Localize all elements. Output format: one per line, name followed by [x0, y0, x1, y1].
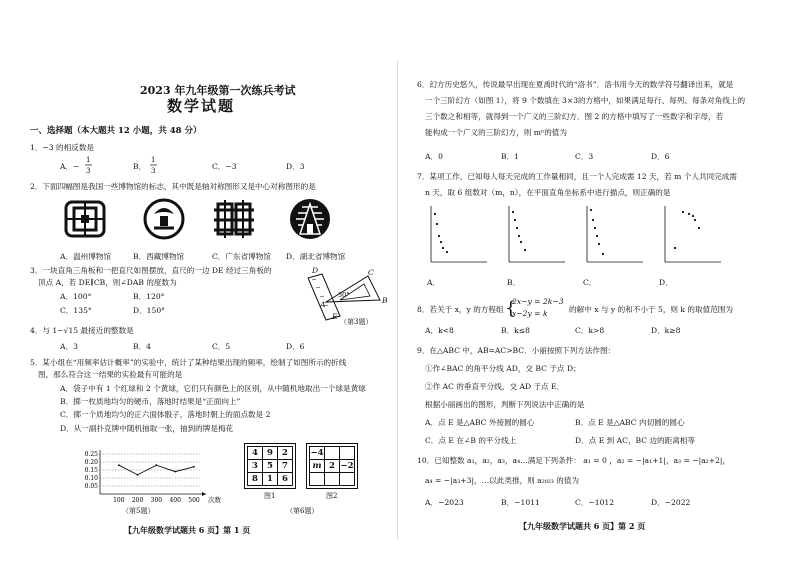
data-point [174, 471, 176, 473]
q1-frac-den: 3 [86, 167, 91, 175]
fig2-label: 图2 [326, 492, 338, 500]
q9-line1: 9．在△ABC 中，AB=AC>BC．小丽按照下列方法作图： [417, 346, 616, 355]
q2-opt-c: C．广东省博物馆 [212, 252, 271, 261]
cell [325, 447, 340, 460]
q8-brace: { [505, 298, 517, 319]
q5-opt-d: D．从一副扑克牌中随机抽取一张，抽到的牌是梅花 [60, 424, 234, 433]
q9-step1: ①作∠BAC 的角平分线 AD，交 BC 于点 D； [425, 364, 581, 373]
q8-opt-c: C．k>8 [575, 326, 605, 335]
cell: 4 [248, 447, 263, 460]
q1-frac-num: 1 [86, 156, 91, 164]
y-tick-label: 0.25 [84, 451, 98, 458]
q8-opt-d: D．k≥8 [651, 326, 681, 335]
q3-label-c: C [368, 268, 374, 277]
cell: 9 [263, 447, 278, 460]
q6-opt-d: D．6 [651, 152, 670, 161]
q6-opt-b: B．1 [501, 152, 520, 161]
scatter-point [446, 251, 448, 253]
scatter-point [596, 235, 598, 237]
q8-sys1: 2x−y = 2k−3 [512, 297, 564, 306]
q7-scatter-plots [425, 204, 785, 274]
q7-line1: 7．某项工作，已知每人每天完成的工作量相同，且一个人完成需 12 天，若 m 个人共同完成需 [417, 172, 737, 181]
magic-square-table-1 [247, 446, 293, 486]
exam-title: 2023 年九年级第一次练兵考试 [140, 84, 296, 97]
scatter-point [436, 223, 438, 225]
q5-caption: （第5题） [122, 507, 155, 515]
scatter-point [692, 215, 694, 217]
q6-line3: 三个数之和相等，就得到一个广义的三阶幻方．图 2 的方格中填写了一些数字和字母，若 [425, 112, 724, 121]
logo-hubei-icon [290, 199, 330, 239]
cell [340, 447, 355, 460]
cell: 1 [263, 473, 278, 486]
q6-line1: 6．幻方历史悠久，传说最早出现在夏禹时代的“洛书”．洛书用今天的数学符号翻译出来，就是 [417, 80, 734, 89]
cell: 2 [325, 460, 340, 473]
q8-post: 的解中 x 与 y 的和不小于 5，则 k 的取值范围为 [569, 305, 733, 314]
q7-opt-b: B． [507, 278, 521, 287]
q7-line2: n 天，取 6 组数对（m，n），在平面直角坐标系中进行描点，则正确的是 [425, 188, 671, 197]
q3-opt-d: D．150° [133, 306, 165, 315]
scatter-point [590, 209, 592, 211]
q5-opt-c: C．掷一个质地均匀的正六面体骰子，落地时朝上的面点数是 2 [60, 410, 271, 419]
scatter-point [694, 219, 696, 221]
q6-line4: 能构成一个广义的三阶幻方，则 mⁿ的值为 [425, 128, 567, 137]
q1-opt-a: A．− [60, 162, 80, 171]
q6-opt-c: C．3 [575, 152, 594, 161]
q5-opt-a: A．袋子中有 1 个红球和 2 个黄球，它们只有颜色上的区别，从中随机地取出一个球是黄球 [60, 384, 366, 393]
q3-caption: （第3题） [340, 318, 373, 326]
q7-opt-a: A． [427, 278, 441, 287]
cell [325, 473, 340, 486]
q7-opt-c: C． [583, 278, 597, 287]
q1-opt-c: C．−3 [212, 162, 237, 171]
x-axis-label: 次数 [208, 496, 221, 504]
left-footer: 【九年级数学试题共 6 页】第 1 页 [124, 525, 251, 535]
data-point [137, 474, 139, 476]
q3-label-a: A [320, 300, 326, 309]
right-footer: 【九年级数学试题共 6 页】第 2 页 [519, 521, 646, 531]
q8-sys2: x−2y = k [512, 309, 548, 318]
q9-opt-a: A．点 E 是△ABC 外接圆的圆心 [425, 418, 535, 427]
scatter-point [682, 211, 684, 213]
q1-opt-b: B． [133, 162, 147, 171]
magic-square-fig2 [306, 443, 358, 489]
q4-opt-d: D．6 [286, 342, 305, 351]
y-tick-label: 0.10 [84, 475, 98, 482]
scatter-point [438, 235, 440, 237]
q3-label-d: D [312, 266, 319, 275]
scatter-point [688, 213, 690, 215]
q9-opt-d: D．点 E 到 AC，BC 边的距离相等 [575, 436, 696, 445]
x-tick-label: 100 [113, 497, 125, 504]
x-tick-label: 500 [188, 497, 200, 504]
fig1-label: 图1 [264, 492, 276, 500]
cell: 2 [278, 447, 293, 460]
data-point [118, 464, 120, 466]
cell: 5 [263, 460, 278, 473]
scatter-point [520, 241, 522, 243]
q3-label-e: E [332, 312, 338, 321]
section-heading: 一、选择题（本大题共 12 小题，共 48 分） [30, 126, 202, 136]
cell [340, 473, 355, 486]
q5-line1: 5．某小组在“用频率估计概率”的实验中，统计了某种结果出现的频率，绘制了如图所示的折线 [30, 358, 347, 367]
q10-line1: 10．已知整数 a₁，a₂，a₃，a₄…满足下列条件： a₁ = 0 ，a₂ = −|a₁+1|，a₃ = −|a₂+2|， [417, 456, 731, 465]
cell: 3 [248, 460, 263, 473]
data-point [193, 466, 195, 468]
q10-opt-a: A．−2023 [425, 498, 464, 507]
q4-opt-b: B．4 [133, 342, 152, 351]
magic-square-table-2 [309, 446, 355, 486]
q9-opt-c: C．点 E 在∠B 的平分线上 [425, 436, 517, 445]
q4-opt-c: C．5 [212, 342, 231, 351]
q6-line2: 一个三阶幻方（如图 1），将 9 个数填在 3×3的方格中，如果满足每行、每列、每条对角线上的 [425, 96, 746, 105]
q10-opt-c: C．−1012 [575, 498, 615, 507]
page-title: 数学试题 [167, 97, 236, 115]
q8-pre: 8．若关于 x，y 的方程组 [417, 305, 504, 314]
cell: 6 [278, 473, 293, 486]
x-tick-label: 400 [169, 497, 181, 504]
data-point [156, 464, 158, 466]
cell [310, 473, 325, 486]
museum-logos [62, 196, 362, 242]
q10-opt-b: B．−1011 [501, 498, 540, 507]
q1-frac-num-b: 1 [151, 156, 156, 164]
q6-caption: （第6题） [286, 507, 319, 515]
scatter-point [442, 247, 444, 249]
y-tick-label: 0.20 [84, 459, 98, 466]
y-tick-label: 0.15 [84, 467, 98, 474]
q9-line2: 根据小丽画出的图形，判断下列说法中正确的是 [425, 400, 585, 409]
cell: −4 [310, 448, 324, 458]
y-tick-label: 0.05 [84, 483, 98, 490]
scatter-point [598, 243, 600, 245]
x-axis-arrow [202, 492, 206, 496]
q10-opt-d: D．−2022 [651, 498, 691, 507]
scatter-point [592, 219, 594, 221]
cell: −2 [340, 461, 354, 471]
logo-wenzhou-icon [66, 202, 104, 236]
scatter-point [440, 241, 442, 243]
scatter-point [594, 227, 596, 229]
q8-opt-b: B．k≤8 [501, 326, 530, 335]
q3-angle-label: 30° [338, 291, 350, 299]
q8-opt-a: A．k<8 [425, 326, 454, 335]
q3-opt-a: A．100° [60, 292, 92, 301]
q7-opt-d: D． [659, 278, 673, 287]
cell: m [310, 460, 325, 473]
cell: 8 [248, 473, 263, 486]
scatter-point [512, 211, 514, 213]
q4-stem: 4．与 1−√15 最接近的整数是 [30, 326, 134, 335]
q6-opt-a: A．0 [425, 152, 443, 161]
q10-line2: a₄ = −|a₃+3|，…以此类推，则 a₂₀₂₃ 的值为 [425, 476, 580, 485]
q3-opt-b: B．120° [133, 292, 165, 301]
scatter-point [524, 249, 526, 251]
frequency-line-chart [70, 446, 220, 508]
q2-opt-d: D．湖北省博物馆 [286, 252, 346, 261]
magic-square-fig1 [244, 443, 296, 489]
q2-opt-a: A．温州博物馆 [60, 252, 112, 261]
cell: 7 [278, 460, 293, 473]
q1-frac-den-b: 3 [151, 167, 156, 175]
scatter-point [514, 219, 516, 221]
x-tick-label: 300 [150, 497, 163, 504]
q2-stem: 2．下面四幅图是我国一些博物馆的标志，其中既是轴对称图形又是中心对称图形的是 [30, 182, 316, 191]
q3-label-b: B [382, 296, 388, 305]
q1-stem: 1．−3 的相反数是 [30, 143, 95, 152]
scatter-point [518, 235, 520, 237]
q2-opt-b: B．西藏博物馆 [133, 252, 185, 261]
q5-line2: 图，那么符合这一结果的实验最有可能的是 [38, 370, 183, 379]
q3-line2: 顶点 A，若 DE∥CB，则∠DAB 的度数为 [38, 278, 177, 287]
scatter-point [434, 213, 436, 215]
right-page [397, 0, 794, 561]
q1-opt-d: D．3 [286, 162, 305, 171]
scatter-point [602, 253, 604, 255]
q9-step2: ②作 AC 的垂直平分线，交 AD 于点 E． [425, 382, 565, 391]
scatter-point [674, 247, 676, 249]
scatter-point [516, 227, 518, 229]
q4-opt-a: A．3 [60, 342, 78, 351]
logo-guangdong-icon [214, 200, 254, 238]
q3-opt-c: C．135° [60, 306, 92, 315]
logo-tibet-icon [145, 200, 183, 238]
x-tick-label: 200 [131, 497, 144, 504]
q9-opt-b: B．点 E 是△ABC 内切圆的圆心 [575, 418, 685, 427]
q3-line1: 3．一块直角三角板和一把直尺如图摆放，直尺的一边 DE 经过三角板的 [30, 266, 272, 275]
scatter-point [698, 227, 700, 229]
q5-opt-b: B．掷一枚质地均匀的硬币，落地时结果是“正面向上” [60, 397, 241, 406]
